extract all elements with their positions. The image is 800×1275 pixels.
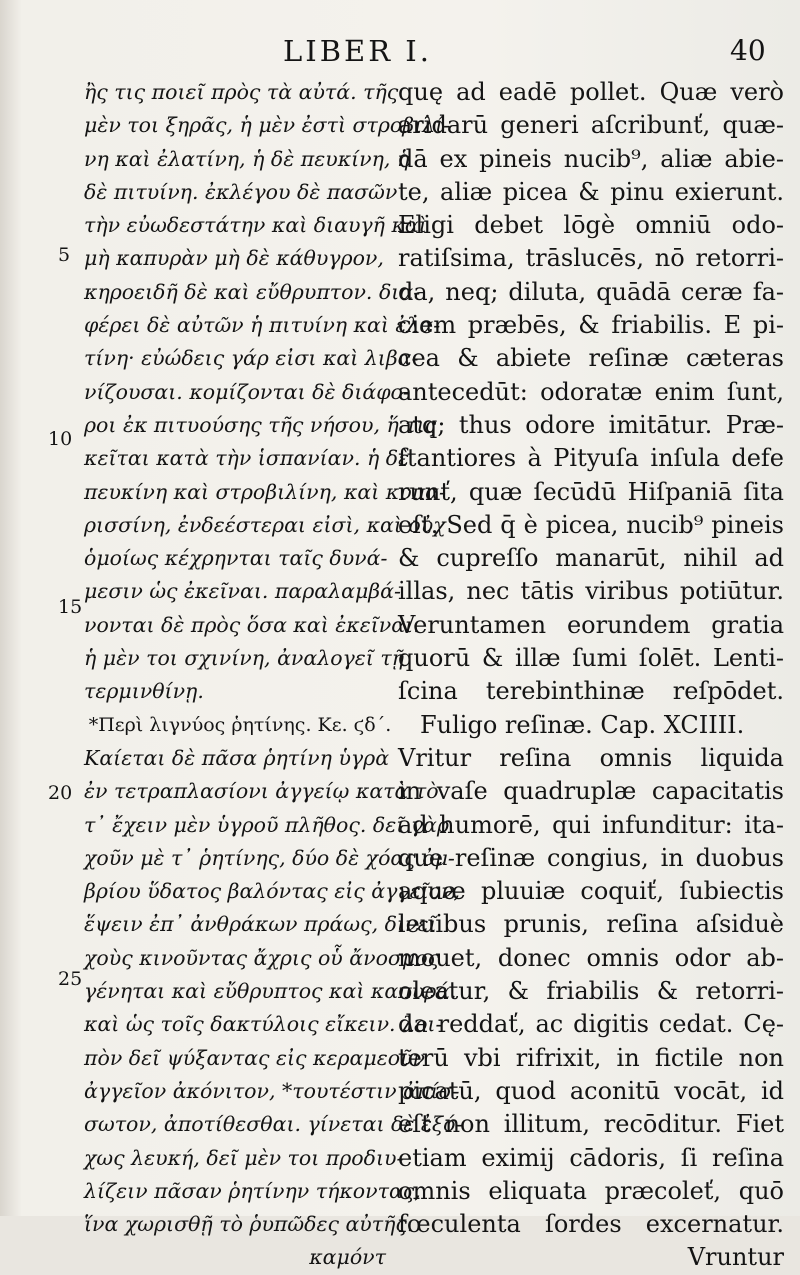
greek-line: βρίου ὕδατος βαλόντας εἰς ἀγγεῖον, <box>84 879 461 904</box>
margin-line-number: 5 <box>58 244 71 266</box>
latin-line: eſt. Sed q̄ è picea, nucib⁹ pineis <box>398 510 784 539</box>
greek-line: τ᾽ ἔχειν μὲν ὑγροῦ πλῆθος. δεῖ γὰρ <box>84 812 449 837</box>
greek-line: λίζειν πᾶσαν ῥητίνην τήκοντας, <box>84 1178 421 1203</box>
latin-line: te, aliæ picea & pinu exierunt. <box>398 177 784 206</box>
greek-chapter-heading: *Περὶ λιγνύος ῥητίνης. Κε. ϛδ΄. <box>88 713 392 736</box>
greek-line: χοὺς κινοῦντας ἄχρις οὗ ἄνοσμος <box>84 945 440 970</box>
greek-line: νονται δὲ πρὸς ὅσα καὶ ἐκεῖναι. <box>84 612 420 637</box>
latin-text-column <box>398 76 784 1275</box>
greek-line: ρισσίνη, ἐνδεέστεραι εἰσὶ, καὶ οὐχ <box>84 512 446 537</box>
greek-line: ροι ἐκ πιτυούσης τῆς νήσου, ἥ τις <box>84 412 437 437</box>
latin-line: runť, quæ ſecūdū Hiſpaniā ſita <box>398 477 784 506</box>
page-header <box>0 34 800 74</box>
latin-line: ſtantiores à Pityuſa inſula defe <box>398 444 784 473</box>
greek-line: πὸν δεῖ ψύξαντας εἰς κεραμεοῦν <box>84 1045 425 1070</box>
latin-line: antecedūt: odoratæ enim ſunt, <box>398 377 784 406</box>
latin-line: da reddať, ac digitis cedat. Cę- <box>398 1010 784 1039</box>
latin-line: Eligi debet lōgè omniū odo- <box>398 211 784 240</box>
latin-line: fœculenta ſordes excernatur. <box>398 1210 784 1239</box>
latin-line: Veruntamen eorundem gratia <box>398 610 784 639</box>
greek-line: δὲ πιτυίνη. ἐκλέγου δὲ πασῶν <box>84 179 398 204</box>
latin-line: oleatur, & friabilis & retorri- <box>398 977 784 1006</box>
greek-line: κηροειδῆ δὲ καὶ εὔθρυπτον. δια- <box>84 279 421 304</box>
greek-text-column <box>84 76 463 1275</box>
greek-catchword: καμόντ <box>309 1245 386 1270</box>
latin-line: ſcina terebinthinæ reſpōdet. <box>398 677 784 706</box>
latin-line: atq; thus odore imitātur. Præ- <box>398 410 784 439</box>
latin-line: ratiſsima, trāslucēs, nō retorri- <box>398 244 784 273</box>
latin-line: mouet, donec omnis odor ab- <box>398 943 784 972</box>
latin-line: aridarū generi aſcribunť, quæ- <box>398 111 784 140</box>
latin-line: leuibus prunis, reſina aſsiduè <box>398 910 784 939</box>
greek-line: μὲν τοι ξηρᾶς, ἡ μὲν ἐστὶ στροβιλί- <box>84 113 451 138</box>
greek-line: ἵνα χωρισθῇ τὸ ῥυπῶδες αὐτῆς. <box>84 1212 414 1237</box>
latin-line: eſt non illitum, recōditur. Fiet <box>398 1110 784 1139</box>
latin-line: & cupreſſo manarūt, nihil ad <box>398 544 784 573</box>
latin-line: quę ad eadē pollet. Quæ verò <box>398 78 784 106</box>
greek-line: τίνη· εὐώδεις γάρ εἰσι καὶ λιβα- <box>84 346 419 371</box>
margin-line-number: 25 <box>58 968 83 990</box>
margin-line-number: 20 <box>48 782 73 804</box>
greek-line: μεσιν ὡς ἐκεῖναι. παραλαμβά- <box>84 579 401 604</box>
greek-line: τὴν εὐωδεστάτην καὶ διαυγῆ καὶ <box>84 213 427 238</box>
latin-line: Vritur reſina omnis liquida <box>398 743 784 772</box>
latin-line: omnis eliquata præcoleť, quō <box>398 1176 784 1205</box>
greek-line: σωτον, ἀποτίθεσθαι. γίνεται δὲ ἐξό- <box>84 1112 463 1137</box>
latin-line: in vaſe quadruplæ capacitatis <box>398 777 784 806</box>
greek-line: τερμινθίνῃ. <box>84 679 204 704</box>
greek-line: ἐν τετραπλασίονι ἀγγείῳ κατὰ τὸ <box>84 779 439 804</box>
latin-line: aquæ pluuiæ coquiť, ſubiectis <box>398 877 784 906</box>
greek-line: γένηται καὶ εὔθρυπτος καὶ καπυρά. <box>84 979 457 1004</box>
latin-line: da, neq; diluta, quādā ceræ fa- <box>398 277 784 306</box>
latin-line: dā ex pineis nucib⁹, aliæ abie- <box>398 144 784 173</box>
running-title: LIBER I. <box>283 34 432 68</box>
latin-line: picatū, quod aconitū vocāt, id <box>398 1076 784 1105</box>
greek-line: πευκίνη καὶ στροβιλίνη, καὶ κυπα- <box>84 479 446 504</box>
greek-line: μὴ καπυρὰν μὴ δὲ κάθυγρον, <box>84 246 384 271</box>
greek-line: κεῖται κατὰ τὴν ἱσπανίαν. ἡ δὲ <box>84 446 410 471</box>
latin-line: illas, nec tātis viribus potiūtur. <box>398 577 784 606</box>
greek-line: ἕψειν ἐπ᾽ ἀνθράκων πράως, δινεῖ <box>84 912 437 937</box>
latin-chapter-heading: Fuligo reſinæ. Cap. XCIIII. <box>420 710 745 739</box>
page-number: 40 <box>730 34 766 67</box>
margin-line-number: 15 <box>58 596 83 618</box>
greek-line: Καίεται δὲ πᾶσα ῥητίνη ὑγρὰ <box>84 745 390 770</box>
greek-line: ἡ μὲν τοι σχινίνη, ἀναλογεῖ τῇ <box>84 646 404 671</box>
greek-line: ὁμοίως κέχρηνται ταῖς δυνά- <box>84 546 388 571</box>
latin-line: terū vbi rifrixit, in fictile non <box>398 1043 784 1072</box>
latin-line: cea & abiete reſinæ cæteras <box>398 344 784 373</box>
greek-line: ἀγγεῖον ἀκόνιτον, *τουτέστιν ἀπίσ- <box>84 1078 460 1103</box>
latin-line: quorū & illæ ſumi ſolēt. Lenti- <box>398 644 784 673</box>
greek-line: φέρει δὲ αὐτῶν ἡ πιτυίνη καὶ ἐλα- <box>84 313 441 338</box>
greek-line: καὶ ὡς τοῖς δακτύλοις εἴκειν. λοι- <box>84 1012 443 1037</box>
greek-line: χως λευκή, δεῖ μὲν τοι προδιυ- <box>84 1145 404 1170</box>
greek-line: νη καὶ ἐλατίνη, ἡ δὲ πευκίνη, ἡ <box>84 146 410 171</box>
latin-catchword: Vruntur <box>687 1243 784 1272</box>
latin-line: que reſinæ congius, in duobus <box>398 843 784 872</box>
margin-line-number: 10 <box>48 428 73 450</box>
latin-line: ad humorē, qui infunditur: ita- <box>398 810 784 839</box>
greek-line: νίζουσαι. κομίζονται δὲ διάφο- <box>84 379 410 404</box>
greek-line: χοῦν μὲ τ᾽ ῥητίνης, δύο δὲ χόας ὀμ- <box>84 845 455 870</box>
latin-line: etiam eximij cādoris, ſi reſina <box>398 1143 784 1172</box>
greek-line: ἢς τις ποιεῖ πρὸς τὰ αὐτά. τῆς <box>84 80 399 104</box>
latin-line: ciem præbēs, & friabilis. E pi- <box>398 311 784 340</box>
